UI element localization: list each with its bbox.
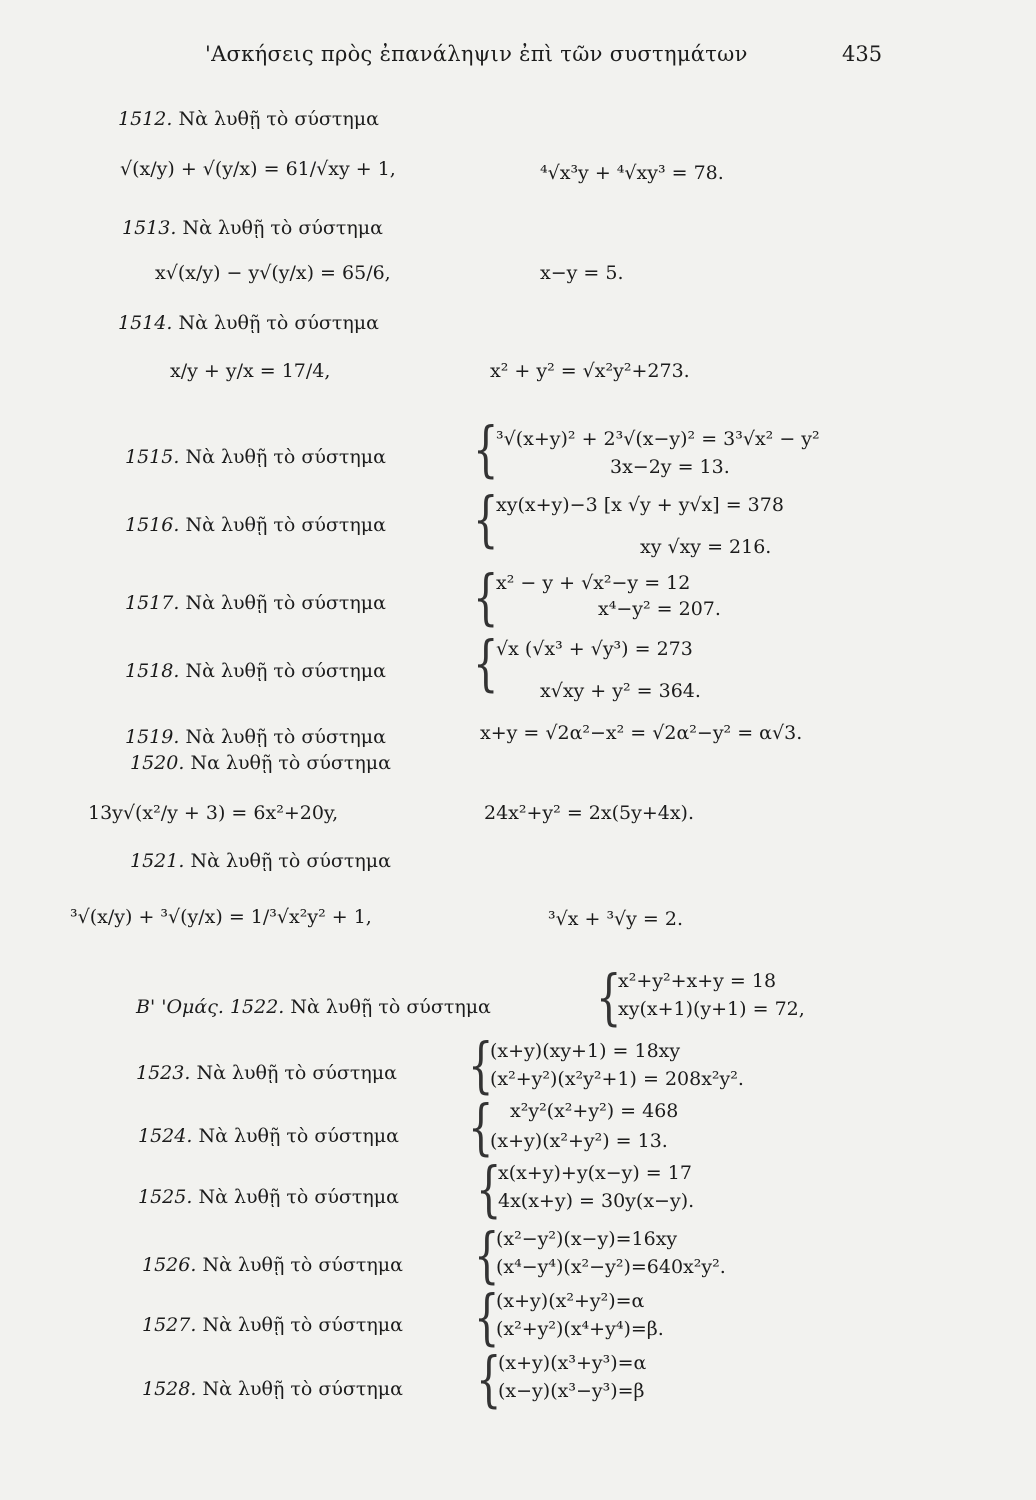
- problem-1512: 1512. Νὰ λυθῇ τὸ σύστημα: [118, 108, 379, 130]
- problem-1520: 1520. Να λυθῇ τὸ σύστημα: [130, 752, 391, 774]
- problem-1513: 1513. Νὰ λυθῇ τὸ σύστημα: [122, 217, 383, 239]
- equation: x⁴−y² = 207.: [598, 598, 721, 620]
- equation: ³√x + ³√y = 2.: [548, 908, 684, 930]
- equation: x/y + y/x = 17/4,: [170, 360, 331, 382]
- brace: {: [476, 1345, 502, 1415]
- problem-1524: 1524. Νὰ λυθῇ τὸ σύστημα: [138, 1125, 399, 1147]
- brace: {: [474, 1283, 500, 1353]
- brace: {: [468, 1031, 494, 1101]
- equation: √(x/y) + √(y/x) = 61/√xy + 1,: [120, 158, 396, 180]
- equation: xy(x+1)(y+1) = 72,: [618, 998, 805, 1020]
- equation: 4x(x+y) = 30y(x−y).: [498, 1190, 695, 1212]
- equation: (x+y)(xy+1) = 18xy: [490, 1040, 681, 1062]
- equation: ³√(x+y)² + 2³√(x−y)² = 3³√x² − y²: [496, 428, 820, 450]
- problem-1515: 1515. Νὰ λυθῇ τὸ σύστημα: [125, 446, 386, 468]
- equation: x−y = 5.: [540, 262, 624, 284]
- equation: (x²−y²)(x−y)=16xy: [496, 1228, 678, 1250]
- equation: xy √xy = 216.: [640, 536, 772, 558]
- problem-1525: 1525. Νὰ λυθῇ τὸ σύστημα: [138, 1186, 399, 1208]
- problem-1528: 1528. Νὰ λυθῇ τὸ σύστημα: [142, 1378, 403, 1400]
- equation: (x+y)(x²+y²)=α: [496, 1290, 645, 1312]
- equation: (x²+y²)(x²y²+1) = 208x²y².: [490, 1068, 744, 1090]
- equation: xy(x+y)−3 [x √y + y√x] = 378: [496, 494, 784, 516]
- equation: x√(x/y) − y√(y/x) = 65/6,: [155, 262, 391, 284]
- equation: x(x+y)+y(x−y) = 17: [498, 1162, 692, 1184]
- brace: {: [473, 485, 499, 555]
- brace: {: [473, 415, 499, 485]
- equation: x√xy + y² = 364.: [540, 680, 701, 702]
- problem-1521: 1521. Νὰ λυθῇ τὸ σύστημα: [130, 850, 391, 872]
- brace: {: [468, 1093, 494, 1163]
- equation: x²+y²+x+y = 18: [618, 970, 777, 992]
- equation: (x+y)(x³+y³)=α: [498, 1352, 647, 1374]
- equation: x² − y + √x²−y = 12: [496, 572, 691, 594]
- brace: {: [473, 629, 499, 699]
- equation: 13y√(x²/y + 3) = 6x²+20y,: [88, 802, 339, 824]
- problem-1518: 1518. Νὰ λυθῇ τὸ σύστημα: [125, 660, 386, 682]
- page-number: 435: [842, 42, 883, 66]
- brace: {: [476, 1155, 502, 1225]
- problem-1516: 1516. Νὰ λυθῇ τὸ σύστημα: [125, 514, 386, 536]
- problem-1527: 1527. Νὰ λυθῇ τὸ σύστημα: [142, 1314, 403, 1336]
- problem-1519: 1519. Νὰ λυθῇ τὸ σύστημα: [125, 726, 386, 748]
- equation: x² + y² = √x²y²+273.: [490, 360, 690, 382]
- equation: (x+y)(x²+y²) = 13.: [490, 1130, 668, 1152]
- equation: x+y = √2α²−x² = √2α²−y² = α√3.: [480, 722, 803, 744]
- equation: (x²+y²)(x⁴+y⁴)=β.: [496, 1318, 664, 1340]
- problem-1517: 1517. Νὰ λυθῇ τὸ σύστημα: [125, 592, 386, 614]
- equation: x²y²(x²+y²) = 468: [510, 1100, 679, 1122]
- problem-1523: 1523. Νὰ λυθῇ τὸ σύστημα: [136, 1062, 397, 1084]
- brace: {: [596, 963, 622, 1033]
- equation: 24x²+y² = 2x(5y+4x).: [484, 802, 694, 824]
- running-header: 'Ασκήσεις πρὸς ἐπανάληψιν ἐπὶ τῶν συστημάτων: [205, 42, 748, 66]
- equation: (x−y)(x³−y³)=β: [498, 1380, 645, 1402]
- brace: {: [474, 1221, 500, 1291]
- equation: ³√(x/y) + ³√(y/x) = 1/³√x²y² + 1,: [70, 906, 372, 928]
- equation: ⁴√x³y + ⁴√xy³ = 78.: [540, 162, 724, 184]
- problem-1522: Β' 'Ομάς. 1522. Νὰ λυθῇ τὸ σύστημα: [136, 996, 491, 1018]
- equation: √x (√x³ + √y³) = 273: [496, 638, 693, 660]
- brace: {: [473, 563, 499, 633]
- equation: 3x−2y = 13.: [610, 456, 730, 478]
- equation: (x⁴−y⁴)(x²−y²)=640x²y².: [496, 1256, 726, 1278]
- problem-1526: 1526. Νὰ λυθῇ τὸ σύστημα: [142, 1254, 403, 1276]
- problem-1514: 1514. Νὰ λυθῇ τὸ σύστημα: [118, 312, 379, 334]
